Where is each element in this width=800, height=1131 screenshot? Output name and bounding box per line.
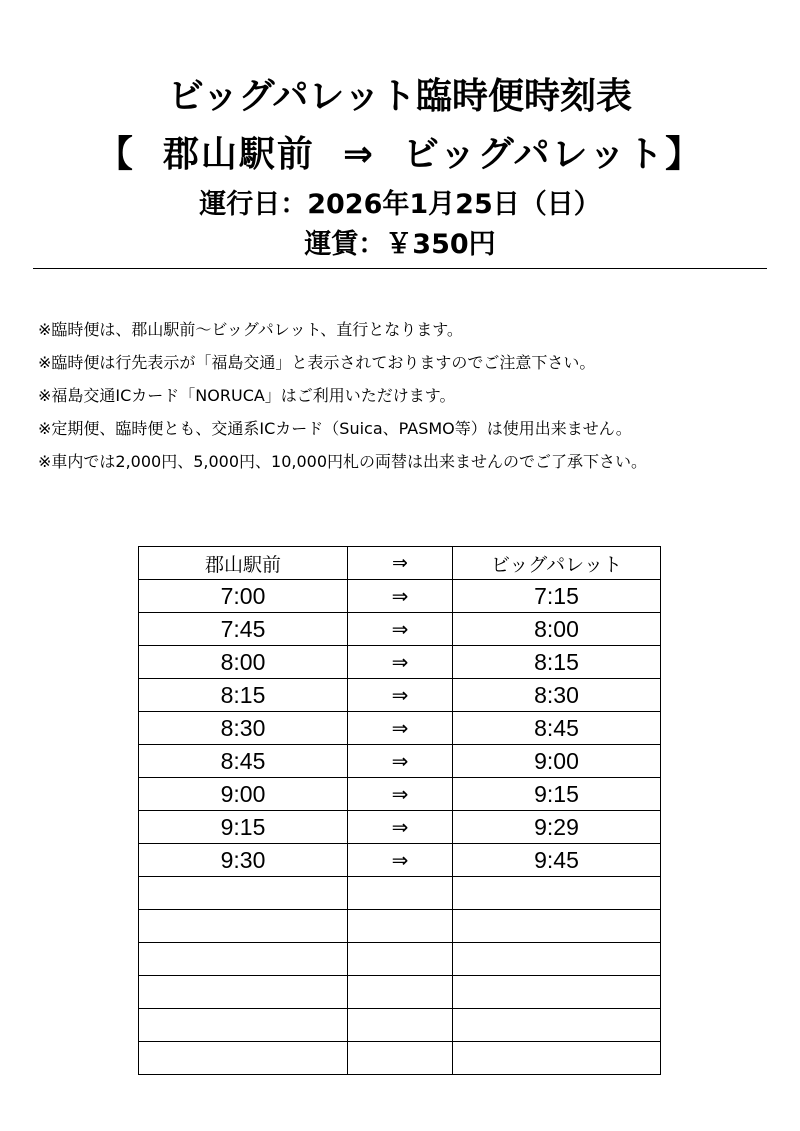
direction-arrow — [348, 1042, 453, 1075]
direction-arrow — [348, 976, 453, 1009]
arrival-time — [453, 943, 661, 976]
table-row — [139, 679, 661, 712]
timetable — [138, 546, 661, 1075]
table-row — [139, 712, 661, 745]
departure-time: 8:00 — [139, 646, 348, 679]
direction-arrow: ⇒ — [348, 745, 453, 778]
arrival-time — [453, 877, 661, 910]
page-title: ビッグパレット臨時便時刻表 — [167, 76, 633, 117]
table-row — [139, 580, 661, 613]
departure-time: 8:45 — [139, 745, 348, 778]
table-row — [139, 811, 661, 844]
direction-arrow — [348, 910, 453, 943]
table-row — [139, 877, 661, 910]
departure-time: 9:15 — [139, 811, 348, 844]
departure-time: 9:30 — [139, 844, 348, 877]
table-row — [139, 778, 661, 811]
fare: 運賃：￥350円 — [304, 229, 496, 260]
departure-time: 7:00 — [139, 580, 348, 613]
route-destination: ビッグパレット — [403, 134, 666, 175]
direction-arrow: ⇒ — [348, 613, 453, 646]
table-row — [139, 613, 661, 646]
direction-arrow — [348, 877, 453, 910]
route-arrow: ⇒ — [342, 134, 376, 175]
table-row — [139, 976, 661, 1009]
note-item: ※車内では2,000円、5,000円、10,000円札の両替は出来ませんのでご了承下さい。 — [38, 452, 648, 471]
notes-list — [38, 320, 778, 485]
header-divider — [33, 268, 767, 269]
note-item: ※定期便、臨時便とも、交通系ICカード（Suica、PASMO等）は使用出来ません。 — [38, 419, 632, 438]
header-origin: 郡山駅前 — [139, 547, 348, 580]
table-row — [139, 646, 661, 679]
arrival-time: 8:00 — [453, 613, 661, 646]
route-heading — [0, 126, 800, 177]
operating-date: 運行日：2026年1月25日（日） — [199, 189, 601, 220]
note-item: ※臨時便は行先表示が「福島交通」と表示されておりますのでご注意下さい。 — [38, 353, 596, 372]
timetable-body — [139, 580, 661, 1075]
direction-arrow: ⇒ — [348, 712, 453, 745]
direction-arrow: ⇒ — [348, 580, 453, 613]
note-item: ※臨時便は、郡山駅前～ビッグパレット、直行となります。 — [38, 320, 463, 339]
header-arrow: ⇒ — [348, 547, 453, 580]
arrival-time: 9:00 — [453, 745, 661, 778]
arrival-time: 8:45 — [453, 712, 661, 745]
departure-time — [139, 1009, 348, 1042]
table-row — [139, 844, 661, 877]
departure-time — [139, 877, 348, 910]
route-close-bracket: 】 — [665, 134, 704, 175]
departure-time — [139, 1042, 348, 1075]
departure-time: 8:15 — [139, 679, 348, 712]
arrival-time: 8:30 — [453, 679, 661, 712]
route-origin: 郡山駅前 — [162, 134, 315, 175]
timetable-header-row — [139, 547, 661, 580]
direction-arrow: ⇒ — [348, 646, 453, 679]
arrival-time: 9:15 — [453, 778, 661, 811]
table-row — [139, 745, 661, 778]
departure-time: 9:00 — [139, 778, 348, 811]
direction-arrow: ⇒ — [348, 778, 453, 811]
direction-arrow — [348, 943, 453, 976]
direction-arrow: ⇒ — [348, 811, 453, 844]
note-item: ※福島交通ICカード「NORUCA」はご利用いただけます。 — [38, 386, 456, 405]
table-row — [139, 943, 661, 976]
arrival-time — [453, 976, 661, 1009]
departure-time: 8:30 — [139, 712, 348, 745]
departure-time — [139, 910, 348, 943]
route-open-bracket: 【 — [96, 134, 135, 175]
direction-arrow: ⇒ — [348, 844, 453, 877]
direction-arrow: ⇒ — [348, 679, 453, 712]
arrival-time: 9:29 — [453, 811, 661, 844]
arrival-time — [453, 1042, 661, 1075]
arrival-time: 8:15 — [453, 646, 661, 679]
direction-arrow — [348, 1009, 453, 1042]
table-row — [139, 910, 661, 943]
header-destination: ビッグパレット — [453, 547, 661, 580]
departure-time — [139, 976, 348, 1009]
departure-time: 7:45 — [139, 613, 348, 646]
table-row — [139, 1042, 661, 1075]
arrival-time: 9:45 — [453, 844, 661, 877]
departure-time — [139, 943, 348, 976]
arrival-time — [453, 1009, 661, 1042]
arrival-time — [453, 910, 661, 943]
table-row — [139, 1009, 661, 1042]
arrival-time: 7:15 — [453, 580, 661, 613]
